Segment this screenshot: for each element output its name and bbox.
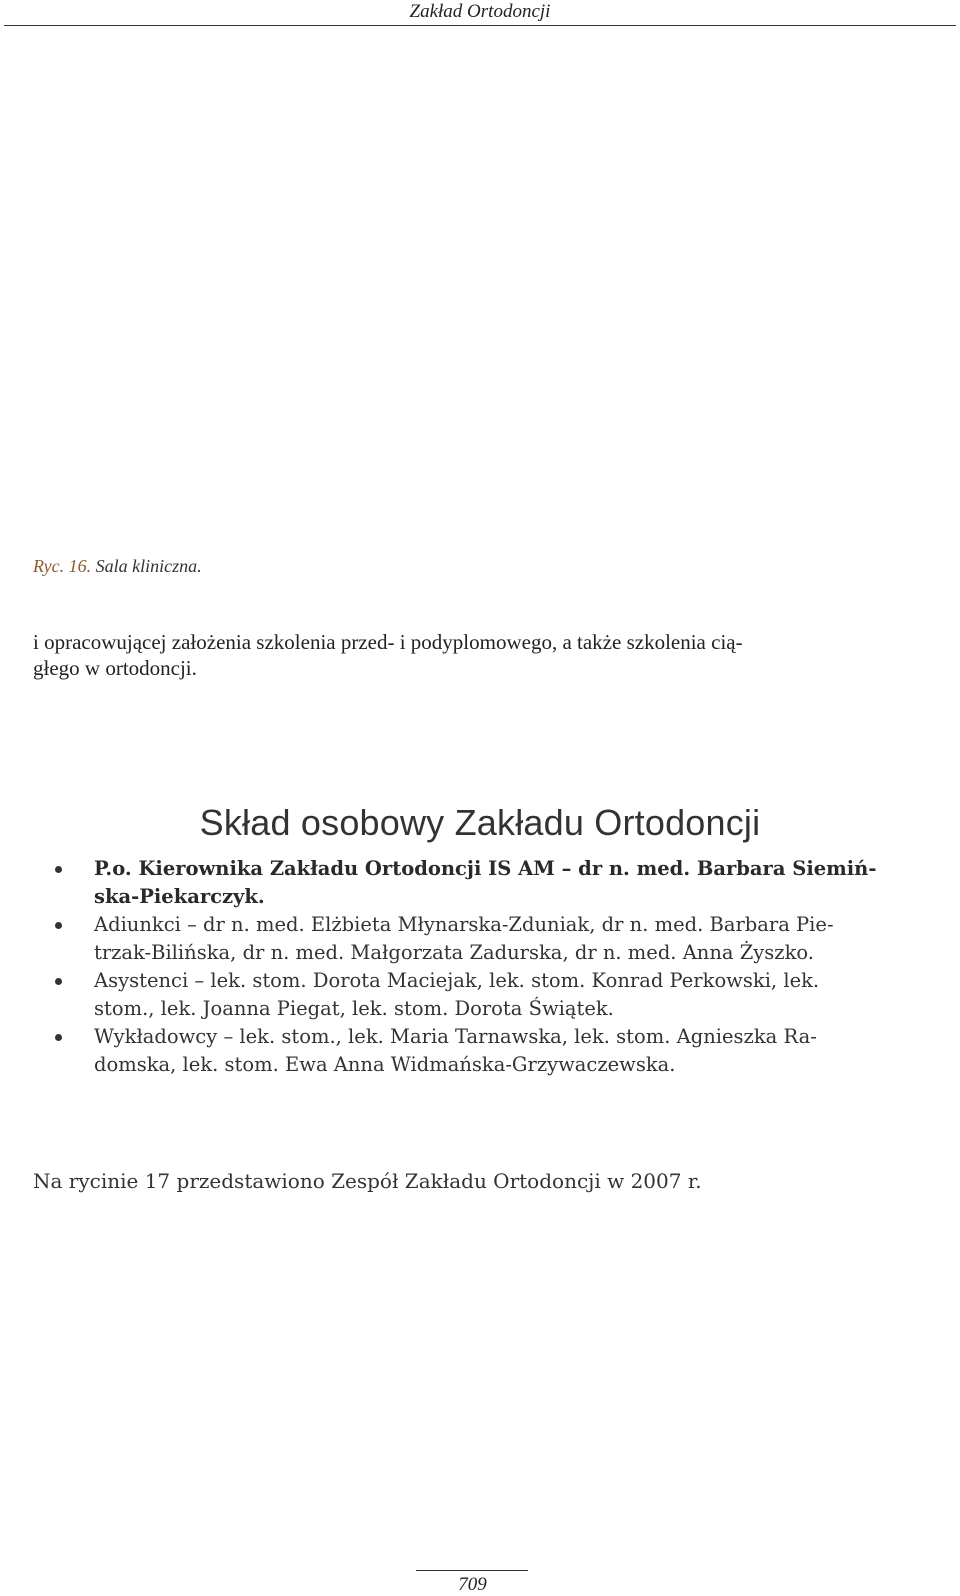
caption-label: Ryc. 16.	[33, 556, 92, 576]
running-head: Zakład Ortodoncji	[409, 1, 551, 22]
list-item-line: trzak-Bilińska, dr n. med. Małgorzata Zadurska, dr n. med. Anna Żyszko.	[94, 941, 814, 964]
list-item-line: domska, lek. stom. Ewa Anna Widmańska-Grzywaczewska.	[94, 1053, 676, 1076]
list-item-line: stom., lek. Joanna Piegat, lek. stom. Dorota Świątek.	[94, 997, 614, 1020]
bullet-icon	[55, 978, 62, 985]
list-item-assistants	[34, 967, 942, 1023]
list-item-line: Asystenci – lek. stom. Dorota Maciejak, lek. stom. Konrad Perkowski, lek.	[94, 969, 820, 992]
header-rule	[4, 25, 956, 26]
closing-paragraph: Na rycinie 17 przedstawiono Zespół Zakładu Ortodoncji w 2007 r.	[33, 1169, 702, 1193]
bullet-icon	[55, 922, 62, 929]
list-item-line: P.o. Kierownika Zakładu Ortodoncji IS AM – dr n. med. Barbara Siemiń-	[94, 857, 877, 880]
caption-text: Sala kliniczna.	[95, 556, 202, 576]
paragraph-line: i opracowującej założenia szkolenia przed- i podyplomowego, a także szkolenia cią-	[33, 630, 743, 654]
list-item-lecturers	[34, 1023, 942, 1079]
list-item-line: Adiunkci – dr n. med. Elżbieta Młynarska-Zduniak, dr n. med. Barbara Pie-	[94, 913, 834, 936]
list-item-head	[34, 855, 942, 911]
list-item-line: Wykładowcy – lek. stom., lek. Maria Tarnawska, lek. stom. Agnieszka Ra-	[94, 1025, 817, 1048]
staff-list	[34, 855, 942, 1079]
page-number: 709	[458, 1574, 487, 1595]
footer-rule	[416, 1570, 528, 1571]
bullet-icon	[55, 866, 62, 873]
section-title: Skład osobowy Zakładu Ortodoncji	[199, 802, 761, 843]
intro-paragraph	[33, 629, 943, 681]
list-item-line: ska-Piekarczyk.	[94, 885, 265, 908]
bullet-icon	[55, 1034, 62, 1041]
figure-caption	[33, 556, 202, 577]
list-item-adjuncts	[34, 911, 942, 967]
paragraph-line: głego w ortodoncji.	[33, 656, 197, 680]
